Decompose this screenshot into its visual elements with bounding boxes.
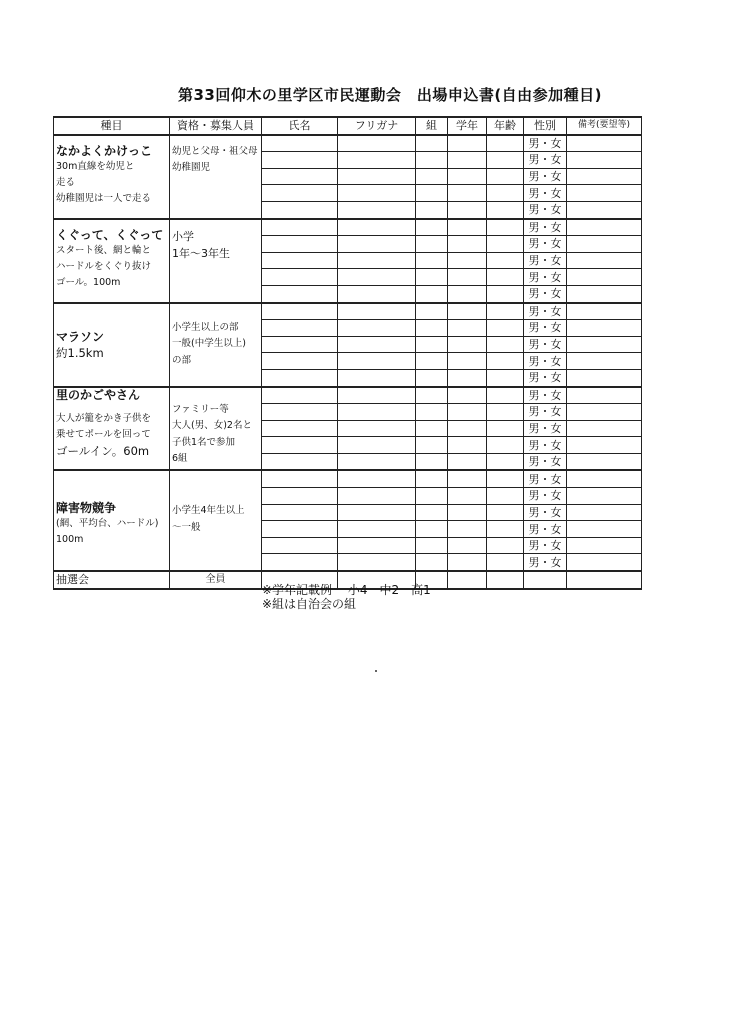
group-field[interactable] — [416, 201, 448, 218]
sex-option[interactable]: 男・女 — [524, 168, 567, 185]
event-desc: 大人が籠をかき子供を — [56, 412, 152, 424]
qual-text: 6組 — [172, 453, 188, 464]
sex-option[interactable]: 男・女 — [524, 470, 567, 487]
grade-field[interactable] — [448, 269, 487, 286]
group-field[interactable] — [416, 168, 448, 185]
name-field[interactable] — [262, 269, 338, 286]
furigana-field[interactable] — [338, 168, 416, 185]
group-field[interactable] — [416, 185, 448, 202]
age-field[interactable] — [487, 554, 524, 571]
name-field[interactable] — [262, 152, 338, 169]
header-grade: 学年 — [448, 117, 487, 135]
name-field[interactable] — [262, 369, 338, 386]
header-sex: 性別 — [524, 117, 567, 135]
remarks-field[interactable] — [567, 152, 642, 169]
qual-cell-kugutte — [170, 219, 262, 303]
furigana-field[interactable] — [338, 336, 416, 353]
furigana-field[interactable] — [338, 236, 416, 253]
entry-table — [53, 116, 642, 590]
header-group: 組 — [416, 117, 448, 135]
sex-option[interactable]: 男・女 — [524, 285, 567, 302]
header-age: 年齢 — [487, 117, 524, 135]
sex-option[interactable]: 男・女 — [524, 269, 567, 286]
remarks-field[interactable] — [567, 571, 642, 589]
age-field[interactable] — [487, 219, 524, 236]
qual-text: 幼稚園児 — [172, 162, 211, 174]
age-field[interactable] — [487, 201, 524, 218]
qual-cell-shogaibutsu — [170, 470, 262, 571]
lottery-label: 抽選会 — [54, 571, 170, 589]
event-desc: スタート後、網と輪と — [56, 244, 152, 256]
sex-option[interactable]: 男・女 — [524, 387, 567, 404]
furigana-field[interactable] — [338, 504, 416, 521]
name-field[interactable] — [262, 554, 338, 571]
grade-field[interactable] — [448, 320, 487, 337]
header-remarks: 備考(要望等) — [567, 117, 642, 135]
sex-option[interactable]: 男・女 — [524, 537, 567, 554]
name-field[interactable] — [262, 303, 338, 320]
name-field[interactable] — [262, 404, 338, 421]
name-field[interactable] — [262, 387, 338, 404]
group-field[interactable] — [416, 420, 448, 437]
qual-cell-kagoya — [170, 387, 262, 471]
event-desc: 乗せてポールを回って — [56, 428, 151, 440]
name-field[interactable] — [262, 453, 338, 470]
name-field[interactable] — [262, 488, 338, 505]
age-field[interactable] — [487, 236, 524, 253]
event-desc: ゴールイン。60m — [56, 443, 150, 458]
age-field[interactable] — [487, 285, 524, 302]
sex-option[interactable]: 男・女 — [524, 420, 567, 437]
age-field[interactable] — [487, 135, 524, 152]
sex-option[interactable]: 男・女 — [524, 453, 567, 470]
group-field[interactable] — [416, 437, 448, 454]
name-field[interactable] — [262, 353, 338, 370]
table-row — [54, 135, 642, 152]
age-field[interactable] — [487, 320, 524, 337]
remarks-field[interactable] — [567, 320, 642, 337]
sex-option[interactable]: 男・女 — [524, 504, 567, 521]
group-field[interactable] — [416, 269, 448, 286]
event-desc: 走る — [56, 176, 76, 188]
grade-field[interactable] — [448, 285, 487, 302]
furigana-field[interactable] — [338, 269, 416, 286]
qual-text: 子供1名で参加 — [172, 436, 236, 448]
group-field[interactable] — [416, 219, 448, 236]
group-field[interactable] — [416, 252, 448, 269]
group-field[interactable] — [416, 488, 448, 505]
remarks-field[interactable] — [567, 219, 642, 236]
qual-text: 一般(中学生以上) — [172, 338, 246, 350]
age-field[interactable] — [487, 488, 524, 505]
age-field[interactable] — [487, 303, 524, 320]
name-field[interactable] — [262, 537, 338, 554]
event-desc: 30m直線を幼児と — [56, 160, 135, 172]
qual-text: 小学 — [172, 229, 194, 243]
qual-text: 幼児と父母・祖父母 — [172, 145, 258, 157]
age-field[interactable] — [487, 504, 524, 521]
event-cell-marathon — [54, 303, 170, 387]
grade-field[interactable] — [448, 219, 487, 236]
age-field[interactable] — [487, 453, 524, 470]
qual-cell-kakekko — [170, 135, 262, 219]
remarks-field[interactable] — [567, 135, 642, 152]
grade-field[interactable] — [448, 521, 487, 538]
grade-field[interactable] — [448, 236, 487, 253]
grade-field[interactable] — [448, 336, 487, 353]
group-field[interactable] — [416, 285, 448, 302]
grade-example-note: ※学年記載例 小4 中2 高1 — [262, 583, 431, 597]
remarks-field[interactable] — [567, 252, 642, 269]
age-field[interactable] — [487, 269, 524, 286]
age-field[interactable] — [487, 537, 524, 554]
name-field[interactable] — [262, 470, 338, 487]
age-field[interactable] — [487, 521, 524, 538]
furigana-field[interactable] — [338, 470, 416, 487]
sex-option[interactable]: 男・女 — [524, 437, 567, 454]
event-desc: 約1.5km — [56, 345, 104, 360]
name-field[interactable] — [262, 320, 338, 337]
furigana-field[interactable] — [338, 488, 416, 505]
furigana-field[interactable] — [338, 303, 416, 320]
grade-field[interactable] — [448, 303, 487, 320]
furigana-field[interactable] — [338, 537, 416, 554]
event-cell-shogaibutsu — [54, 470, 170, 571]
header-row — [54, 117, 642, 135]
age-field[interactable] — [487, 420, 524, 437]
remarks-field[interactable] — [567, 285, 642, 302]
furigana-field[interactable] — [338, 252, 416, 269]
grade-field[interactable] — [448, 537, 487, 554]
remarks-field[interactable] — [567, 236, 642, 253]
qual-text: 大人(男、女)2名と — [172, 420, 252, 431]
sex-option[interactable]: 男・女 — [524, 185, 567, 202]
remarks-field[interactable] — [567, 470, 642, 487]
sex-option[interactable]: 男・女 — [524, 219, 567, 236]
event-desc: 幼稚園児は一人で走る — [56, 192, 152, 204]
sex-option[interactable]: 男・女 — [524, 201, 567, 218]
age-field[interactable] — [487, 252, 524, 269]
group-note: ※組は自治会の組 — [262, 597, 357, 611]
grade-field[interactable] — [448, 185, 487, 202]
footnotes — [262, 583, 431, 611]
age-field[interactable] — [487, 470, 524, 487]
event-cell-kagoya — [54, 387, 170, 471]
group-field[interactable] — [416, 336, 448, 353]
qual-text: の部 — [172, 354, 192, 366]
header-name: 氏名 — [262, 117, 338, 135]
sex-field[interactable] — [524, 571, 567, 589]
event-name: 里のかごやさん — [56, 387, 141, 402]
name-field[interactable] — [262, 504, 338, 521]
grade-field[interactable] — [448, 252, 487, 269]
sex-option[interactable]: 男・女 — [524, 135, 567, 152]
furigana-field[interactable] — [338, 201, 416, 218]
grade-field[interactable] — [448, 488, 487, 505]
furigana-field[interactable] — [338, 420, 416, 437]
grade-field[interactable] — [448, 135, 487, 152]
qual-cell-marathon — [170, 303, 262, 387]
age-field[interactable] — [487, 185, 524, 202]
event-desc: 100m — [56, 534, 84, 546]
age-field[interactable] — [487, 152, 524, 169]
furigana-field[interactable] — [338, 285, 416, 302]
name-field[interactable] — [262, 185, 338, 202]
qual-text: ファミリー等 — [172, 403, 229, 415]
name-field[interactable] — [262, 236, 338, 253]
furigana-field[interactable] — [338, 387, 416, 404]
group-field[interactable] — [416, 369, 448, 386]
furigana-field[interactable] — [338, 453, 416, 470]
qual-text: 1年～3年生 — [172, 246, 230, 260]
group-field[interactable] — [416, 470, 448, 487]
name-field[interactable] — [262, 437, 338, 454]
group-field[interactable] — [416, 303, 448, 320]
sex-option[interactable]: 男・女 — [524, 353, 567, 370]
age-field[interactable] — [487, 168, 524, 185]
furigana-field[interactable] — [338, 369, 416, 386]
group-field[interactable] — [416, 521, 448, 538]
furigana-field[interactable] — [338, 554, 416, 571]
table-row — [54, 387, 642, 404]
remarks-field[interactable] — [567, 537, 642, 554]
sex-option[interactable]: 男・女 — [524, 152, 567, 169]
group-field[interactable] — [416, 387, 448, 404]
qual-text: 小学生以上の部 — [172, 321, 239, 333]
table-row — [54, 219, 642, 236]
header-event: 種目 — [54, 117, 170, 135]
sex-option[interactable]: 男・女 — [524, 236, 567, 253]
furigana-field[interactable] — [338, 219, 416, 236]
age-field[interactable] — [487, 404, 524, 421]
grade-field[interactable] — [448, 571, 487, 589]
remarks-field[interactable] — [567, 387, 642, 404]
remarks-field[interactable] — [567, 504, 642, 521]
header-furigana: フリガナ — [338, 117, 416, 135]
remarks-field[interactable] — [567, 353, 642, 370]
qual-text: ～一般 — [172, 521, 201, 533]
grade-field[interactable] — [448, 437, 487, 454]
remarks-field[interactable] — [567, 404, 642, 421]
age-field[interactable] — [487, 571, 524, 589]
remarks-field[interactable] — [567, 437, 642, 454]
remarks-field[interactable] — [567, 336, 642, 353]
sex-option[interactable]: 男・女 — [524, 369, 567, 386]
remarks-field[interactable] — [567, 488, 642, 505]
qual-text: 小学生4年生以上 — [172, 505, 245, 517]
event-name: なかよくかけっこ — [56, 143, 153, 158]
grade-field[interactable] — [448, 504, 487, 521]
event-name: マラソン — [56, 329, 105, 344]
sex-option[interactable]: 男・女 — [524, 488, 567, 505]
age-field[interactable] — [487, 353, 524, 370]
remarks-field[interactable] — [567, 168, 642, 185]
grade-field[interactable] — [448, 168, 487, 185]
group-field[interactable] — [416, 554, 448, 571]
furigana-field[interactable] — [338, 320, 416, 337]
name-field[interactable] — [262, 135, 338, 152]
name-field[interactable] — [262, 420, 338, 437]
grade-field[interactable] — [448, 470, 487, 487]
grade-field[interactable] — [448, 353, 487, 370]
form-title: 第33回仰木の里学区市民運動会 出場申込書(自由参加種目) — [177, 86, 603, 104]
table-row — [54, 470, 642, 487]
sex-option[interactable]: 男・女 — [524, 336, 567, 353]
event-cell-kakekko — [54, 135, 170, 219]
grade-field[interactable] — [448, 554, 487, 571]
furigana-field[interactable] — [338, 437, 416, 454]
event-desc: (網、平均台、ハードル) — [56, 518, 159, 530]
event-name: くぐって、くぐって — [56, 227, 164, 242]
name-field[interactable] — [262, 168, 338, 185]
scan-speck — [375, 670, 377, 672]
grade-field[interactable] — [448, 152, 487, 169]
remarks-field[interactable] — [567, 521, 642, 538]
group-field[interactable] — [416, 453, 448, 470]
table-row — [54, 303, 642, 320]
furigana-field[interactable] — [338, 135, 416, 152]
group-field[interactable] — [416, 320, 448, 337]
furigana-field[interactable] — [338, 521, 416, 538]
furigana-field[interactable] — [338, 404, 416, 421]
group-field[interactable] — [416, 135, 448, 152]
age-field[interactable] — [487, 387, 524, 404]
remarks-field[interactable] — [567, 201, 642, 218]
sex-option[interactable]: 男・女 — [524, 303, 567, 320]
age-field[interactable] — [487, 437, 524, 454]
grade-field[interactable] — [448, 369, 487, 386]
grade-field[interactable] — [448, 387, 487, 404]
sex-option[interactable]: 男・女 — [524, 252, 567, 269]
remarks-field[interactable] — [567, 420, 642, 437]
remarks-field[interactable] — [567, 554, 642, 571]
name-field[interactable] — [262, 201, 338, 218]
name-field[interactable] — [262, 285, 338, 302]
grade-field[interactable] — [448, 453, 487, 470]
name-field[interactable] — [262, 219, 338, 236]
event-cell-kugutte — [54, 219, 170, 303]
lottery-qual: 全員 — [170, 571, 262, 589]
group-field[interactable] — [416, 404, 448, 421]
remarks-field[interactable] — [567, 185, 642, 202]
group-field[interactable] — [416, 353, 448, 370]
age-field[interactable] — [487, 336, 524, 353]
group-field[interactable] — [416, 504, 448, 521]
furigana-field[interactable] — [338, 353, 416, 370]
name-field[interactable] — [262, 521, 338, 538]
remarks-field[interactable] — [567, 369, 642, 386]
event-desc: ゴール。100m — [56, 276, 121, 288]
grade-field[interactable] — [448, 420, 487, 437]
sex-option[interactable]: 男・女 — [524, 320, 567, 337]
group-field[interactable] — [416, 236, 448, 253]
remarks-field[interactable] — [567, 453, 642, 470]
name-field[interactable] — [262, 336, 338, 353]
furigana-field[interactable] — [338, 152, 416, 169]
header-qualification: 資格・募集人員 — [170, 117, 262, 135]
furigana-field[interactable] — [338, 185, 416, 202]
grade-field[interactable] — [448, 404, 487, 421]
remarks-field[interactable] — [567, 269, 642, 286]
sex-option[interactable]: 男・女 — [524, 404, 567, 421]
remarks-field[interactable] — [567, 303, 642, 320]
grade-field[interactable] — [448, 201, 487, 218]
age-field[interactable] — [487, 369, 524, 386]
group-field[interactable] — [416, 152, 448, 169]
group-field[interactable] — [416, 537, 448, 554]
event-name: 障害物競争 — [56, 501, 117, 516]
sex-option[interactable]: 男・女 — [524, 521, 567, 538]
event-desc: ハードルをくぐり抜け — [56, 260, 152, 272]
name-field[interactable] — [262, 252, 338, 269]
sex-option[interactable]: 男・女 — [524, 554, 567, 571]
